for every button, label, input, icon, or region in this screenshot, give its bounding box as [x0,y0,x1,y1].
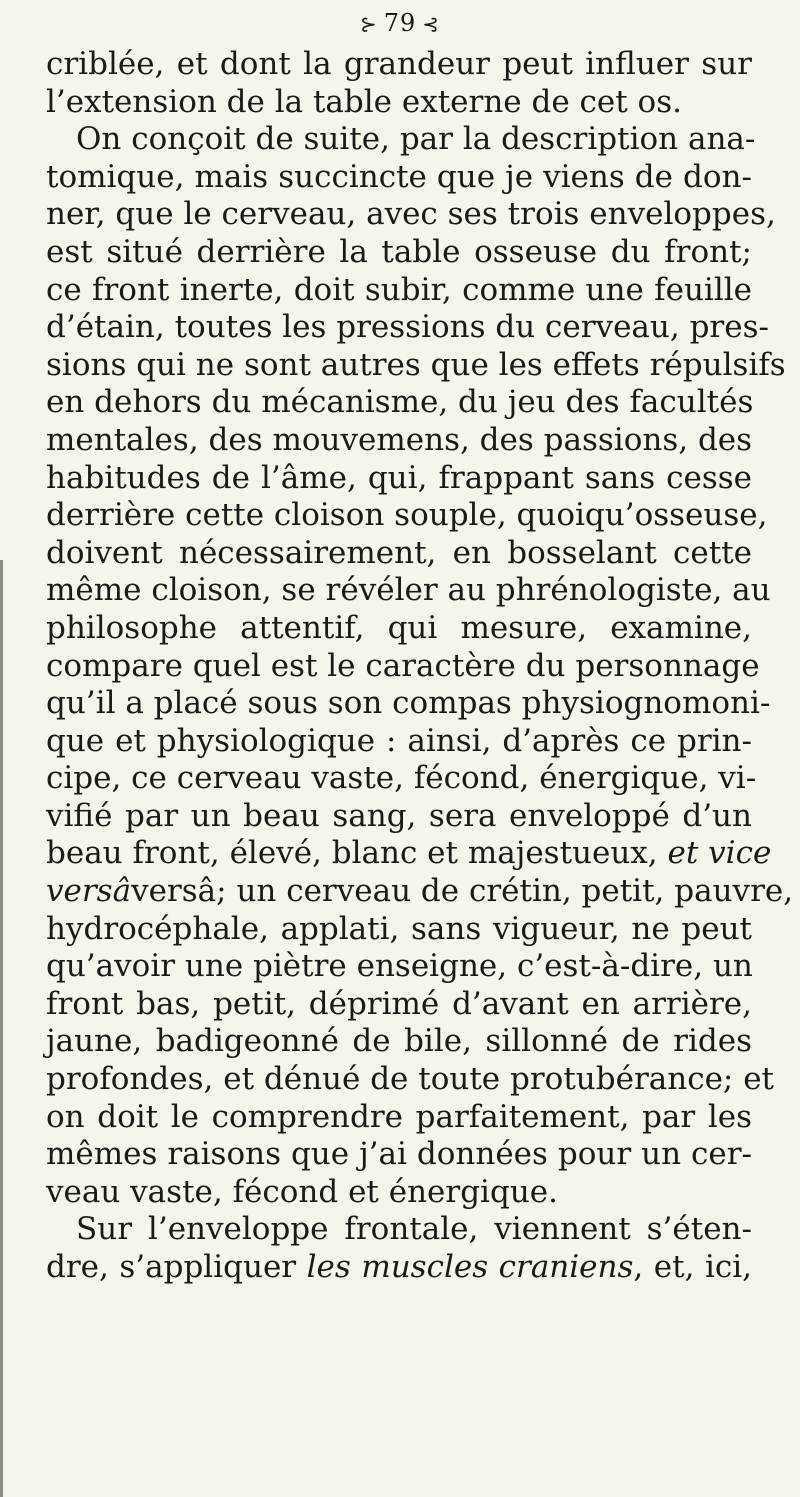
text-line: doivent nécessairement, en bosselant cette [46,534,752,571]
text-line: philosophe attentif, qui mesure, examine, [46,609,752,646]
text-line: criblée, et dont la grandeur peut influer sur [46,46,752,82]
text-segment: dre, s’appliquer [46,1249,297,1285]
text-line: sions qui ne sont autres que les effets répulsifs [46,346,786,383]
right-ornament-icon: ⊰ [422,12,441,36]
text-line: qu’avoir une piètre enseigne, c’est-à-dire, un [46,948,753,985]
text-line: l’extension de la table externe de cet os. [46,83,682,120]
italic-segment: et vice [667,835,772,872]
text-line-with-italic [46,873,794,911]
text-line: profondes, et dénué de toute protubérance; et [46,1061,775,1098]
text-line: d’étain, toutes les pressions du cerveau, pres- [46,309,769,346]
text-segment: versâ; un cerveau de crétin, petit, pauvre, [131,873,794,910]
text-segment: beau front, élevé, blanc et majestueux, [46,835,658,872]
text-line: veau vaste, fécond et énergique. [46,1173,558,1210]
text-line: cipe, ce cerveau vaste, fécond, énergique, vi- [46,760,757,797]
text-line: habitudes de l’âme, qui, frappant sans cesse [46,459,752,496]
text-line: vifié par un beau sang, sera enveloppé d’un [46,797,752,834]
text-line: jaune, badigeonné de bile, sillonné de rides [46,1023,752,1060]
text-line: tomique, mais succincte que je viens de don- [46,158,752,195]
text-line: Sur l’enveloppe frontale, viennent s’éten- [76,1211,752,1248]
italic-segment: les muscles craniens [306,1249,634,1285]
text-line-with-italic [46,835,772,873]
text-line: mentales, des mouvemens, des passions, des [46,421,753,458]
text-line-with-italic [46,1249,752,1287]
text-line: derrière cette cloison souple, quoiqu’osseuse, [46,497,768,534]
text-line: en dehors du mécanisme, du jeu des facultés [46,384,754,421]
text-line: compare quel est le caractère du personnage [46,647,760,684]
text-line: ner, que le cerveau, avec ses trois enveloppes, [46,196,776,233]
text-line: front bas, petit, déprimé d’avant en arrière, [46,985,752,1022]
body-text [46,46,794,1287]
text-line: On conçoit de suite, par la description ana- [76,121,756,158]
text-line: mêmes raisons que j’ai données pour un cer- [46,1136,752,1173]
left-ornament-icon: ⊱ [359,12,378,36]
text-line: ce front inerte, doit subir, comme une feuille [46,271,752,308]
text-line: que et physiologique : ainsi, d’après ce prin- [46,722,752,759]
text-line: même cloison, se révéler au phrénologiste, au [46,572,771,609]
text-line: hydrocéphale, applati, sans vigueur, ne peut [46,910,752,947]
italic-segment: versâ [46,873,132,910]
text-line: est situé derrière la table osseuse du front; [46,233,752,270]
text-segment: , et, ici, [633,1249,752,1285]
text-line: qu’il a placé sous son compas physiognomoni- [46,685,771,722]
binding-edge [0,560,3,1497]
page-number: 79 [383,9,417,37]
page-header [0,8,800,39]
text-line: on doit le comprendre parfaitement, par les [46,1098,752,1135]
